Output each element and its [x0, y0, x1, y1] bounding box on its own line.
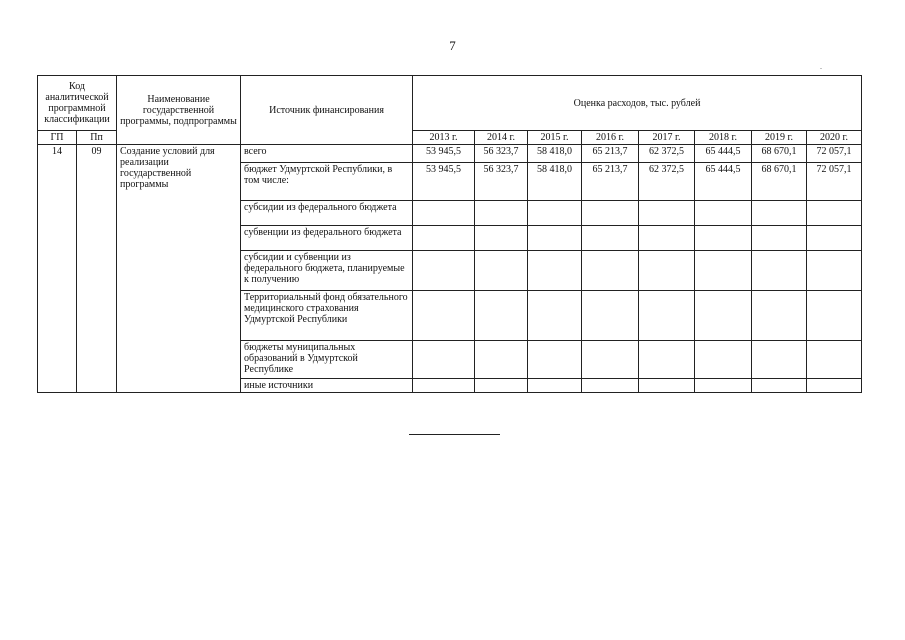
year-header: 2019 г. — [752, 131, 807, 145]
estimate-header: Оценка расходов, тыс. рублей — [413, 76, 862, 131]
value-cell — [752, 341, 807, 379]
gp-header: ГП — [38, 131, 77, 145]
value-cell — [582, 226, 639, 251]
pp-code: 09 — [77, 145, 117, 393]
year-header: 2020 г. — [807, 131, 862, 145]
value-cell — [695, 226, 752, 251]
source-cell: бюджеты муниципальных образований в Удмуртской Республике — [241, 341, 413, 379]
value-cell — [475, 226, 528, 251]
value-cell — [752, 226, 807, 251]
year-header: 2014 г. — [475, 131, 528, 145]
source-cell: Территориальный фонд обязательного медицинского страхования Удмуртской Республики — [241, 291, 413, 341]
value-cell: 62 372,5 — [639, 145, 695, 163]
value-cell: 65 444,5 — [695, 145, 752, 163]
value-cell: 72 057,1 — [807, 163, 862, 201]
source-cell: субсидии и субвенции из федерального бюджета, планируемые к получению — [241, 251, 413, 291]
value-cell — [695, 291, 752, 341]
year-header: 2013 г. — [413, 131, 475, 145]
value-cell — [752, 201, 807, 226]
value-cell: 68 670,1 — [752, 145, 807, 163]
value-cell — [807, 341, 862, 379]
value-cell — [528, 251, 582, 291]
program-name: Создание условий для реализации государственной программы — [117, 145, 241, 393]
value-cell — [582, 379, 639, 393]
pp-header: Пп — [77, 131, 117, 145]
value-cell — [695, 379, 752, 393]
source-cell: иные источники — [241, 379, 413, 393]
year-header: 2017 г. — [639, 131, 695, 145]
value-cell — [582, 201, 639, 226]
year-header: 2016 г. — [582, 131, 639, 145]
value-cell — [413, 251, 475, 291]
value-cell — [582, 251, 639, 291]
value-cell — [475, 251, 528, 291]
value-cell — [807, 201, 862, 226]
value-cell — [528, 341, 582, 379]
value-cell — [475, 379, 528, 393]
value-cell — [639, 201, 695, 226]
value-cell: 53 945,5 — [413, 145, 475, 163]
gp-code: 14 — [38, 145, 77, 393]
value-cell: 58 418,0 — [528, 145, 582, 163]
source-cell: субсидии из федерального бюджета — [241, 201, 413, 226]
value-cell — [695, 201, 752, 226]
value-cell — [528, 379, 582, 393]
value-cell — [807, 379, 862, 393]
value-cell: 65 444,5 — [695, 163, 752, 201]
value-cell — [639, 291, 695, 341]
value-cell — [413, 226, 475, 251]
value-cell: 56 323,7 — [475, 145, 528, 163]
value-cell — [695, 251, 752, 291]
name-header: Наименование государственной программы, подпрограммы — [117, 76, 241, 145]
value-cell: 53 945,5 — [413, 163, 475, 201]
page-number: 7 — [449, 38, 456, 53]
code-header: Код аналитической программной классификации — [38, 76, 117, 131]
source-cell: всего — [241, 145, 413, 163]
value-cell — [807, 291, 862, 341]
value-cell — [582, 291, 639, 341]
value-cell: 72 057,1 — [807, 145, 862, 163]
value-cell — [752, 291, 807, 341]
value-cell — [752, 251, 807, 291]
value-cell: 65 213,7 — [582, 145, 639, 163]
value-cell — [639, 251, 695, 291]
value-cell — [807, 251, 862, 291]
value-cell — [413, 379, 475, 393]
value-cell: 56 323,7 — [475, 163, 528, 201]
value-cell: 62 372,5 — [639, 163, 695, 201]
value-cell — [475, 201, 528, 226]
value-cell — [639, 379, 695, 393]
value-cell — [413, 201, 475, 226]
value-cell — [528, 291, 582, 341]
value-cell: 65 213,7 — [582, 163, 639, 201]
table-row — [38, 145, 862, 163]
closing-rule — [409, 434, 500, 435]
scan-dot-mark: . — [820, 62, 822, 71]
expenditure-table — [37, 75, 862, 393]
value-cell — [807, 226, 862, 251]
value-cell — [413, 291, 475, 341]
source-cell: субвенции из федерального бюджета — [241, 226, 413, 251]
value-cell — [475, 291, 528, 341]
source-header: Источник финансирования — [241, 76, 413, 145]
value-cell — [695, 341, 752, 379]
value-cell — [582, 341, 639, 379]
value-cell — [752, 379, 807, 393]
value-cell — [639, 341, 695, 379]
year-header: 2015 г. — [528, 131, 582, 145]
value-cell: 68 670,1 — [752, 163, 807, 201]
value-cell — [528, 226, 582, 251]
source-cell: бюджет Удмуртской Республики, в том числе: — [241, 163, 413, 201]
value-cell — [475, 341, 528, 379]
value-cell — [528, 201, 582, 226]
value-cell: 58 418,0 — [528, 163, 582, 201]
year-header: 2018 г. — [695, 131, 752, 145]
value-cell — [413, 341, 475, 379]
value-cell — [639, 226, 695, 251]
